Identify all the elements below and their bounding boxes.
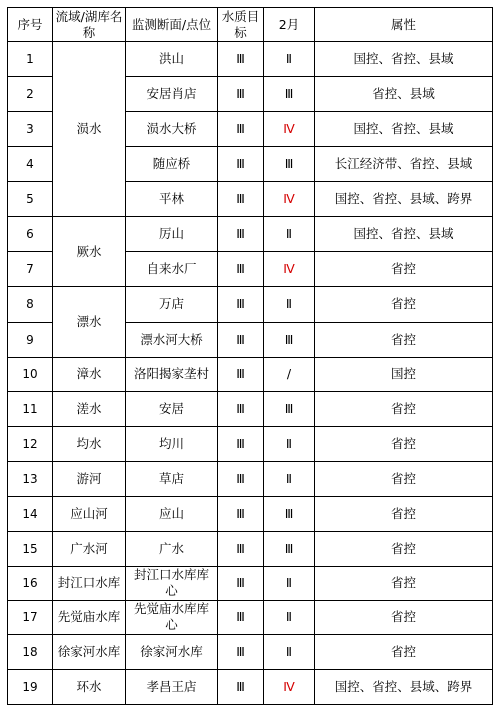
table-row: [8, 669, 493, 704]
basin-cell: 徐家河水库: [53, 634, 126, 669]
basin-cell: 均水: [53, 426, 126, 461]
table-row: [8, 496, 493, 531]
table-row: [8, 426, 493, 461]
attr-cell: 国控、省控、县域、跨界: [315, 182, 493, 217]
target-cell: Ⅲ: [218, 252, 264, 287]
attr-cell: 省控: [315, 566, 493, 600]
feb-cell: Ⅲ: [264, 496, 315, 531]
basin-cell: 环水: [53, 669, 126, 704]
site-cell: 随应桥: [126, 147, 218, 182]
header-seq: 序号: [8, 8, 53, 42]
attr-cell: 国控、省控、县域: [315, 42, 493, 77]
seq-cell: 3: [8, 112, 53, 147]
basin-cell: 应山河: [53, 496, 126, 531]
feb-cell: Ⅲ: [264, 531, 315, 566]
site-cell: 徐家河水库: [126, 634, 218, 669]
seq-cell: 5: [8, 182, 53, 217]
feb-cell: Ⅱ: [264, 461, 315, 496]
feb-cell: Ⅳ: [264, 112, 315, 147]
table-row: [8, 634, 493, 669]
attr-cell: 省控、县域: [315, 77, 493, 112]
target-cell: Ⅲ: [218, 496, 264, 531]
basin-cell: 厥水: [53, 217, 126, 287]
site-cell: 应山: [126, 496, 218, 531]
target-cell: Ⅲ: [218, 147, 264, 182]
site-cell: 孝昌王店: [126, 669, 218, 704]
attr-cell: 省控: [315, 391, 493, 426]
table-row: [8, 217, 493, 252]
basin-cell: 封江口水库: [53, 566, 126, 600]
site-cell: 安居: [126, 391, 218, 426]
site-cell: 洛阳揭家垄村: [126, 357, 218, 391]
target-cell: Ⅲ: [218, 566, 264, 600]
site-cell: 草店: [126, 461, 218, 496]
target-cell: Ⅲ: [218, 42, 264, 77]
target-cell: Ⅲ: [218, 634, 264, 669]
table-row: [8, 391, 493, 426]
basin-cell: 溠水: [53, 391, 126, 426]
attr-cell: 省控: [315, 426, 493, 461]
basin-cell: 漂水: [53, 287, 126, 357]
feb-cell: Ⅳ: [264, 669, 315, 704]
attr-cell: 省控: [315, 252, 493, 287]
attr-cell: 省控: [315, 600, 493, 634]
seq-cell: 10: [8, 357, 53, 391]
feb-cell: /: [264, 357, 315, 391]
table-row: [8, 461, 493, 496]
seq-cell: 12: [8, 426, 53, 461]
feb-cell: Ⅲ: [264, 77, 315, 112]
attr-cell: 省控: [315, 531, 493, 566]
table-row: [8, 600, 493, 634]
header-basin: 流域/湖库名称: [53, 8, 126, 42]
water-quality-table: [7, 7, 493, 705]
site-cell: 均川: [126, 426, 218, 461]
seq-cell: 19: [8, 669, 53, 704]
seq-cell: 2: [8, 77, 53, 112]
target-cell: Ⅲ: [218, 600, 264, 634]
site-cell: 安居肖店: [126, 77, 218, 112]
feb-cell: Ⅲ: [264, 147, 315, 182]
attr-cell: 省控: [315, 634, 493, 669]
seq-cell: 16: [8, 566, 53, 600]
feb-cell: Ⅱ: [264, 217, 315, 252]
feb-cell: Ⅱ: [264, 42, 315, 77]
site-cell: 厉山: [126, 217, 218, 252]
seq-cell: 9: [8, 322, 53, 357]
target-cell: Ⅲ: [218, 182, 264, 217]
basin-cell: 游河: [53, 461, 126, 496]
attr-cell: 省控: [315, 461, 493, 496]
site-cell: 广水: [126, 531, 218, 566]
basin-cell: 先觉庙水库: [53, 600, 126, 634]
feb-cell: Ⅳ: [264, 252, 315, 287]
feb-cell: Ⅲ: [264, 322, 315, 357]
attr-cell: 省控: [315, 322, 493, 357]
table-header-row: [8, 8, 493, 42]
table-row: [8, 566, 493, 600]
site-cell: 自来水厂: [126, 252, 218, 287]
seq-cell: 17: [8, 600, 53, 634]
seq-cell: 8: [8, 287, 53, 322]
target-cell: Ⅲ: [218, 531, 264, 566]
target-cell: Ⅲ: [218, 77, 264, 112]
feb-cell: Ⅳ: [264, 182, 315, 217]
seq-cell: 14: [8, 496, 53, 531]
site-cell: 封江口水库库心: [126, 566, 218, 600]
seq-cell: 13: [8, 461, 53, 496]
seq-cell: 15: [8, 531, 53, 566]
header-attr: 属性: [315, 8, 493, 42]
feb-cell: Ⅱ: [264, 287, 315, 322]
target-cell: Ⅲ: [218, 357, 264, 391]
target-cell: Ⅲ: [218, 426, 264, 461]
target-cell: Ⅲ: [218, 322, 264, 357]
attr-cell: 国控、省控、县域: [315, 112, 493, 147]
attr-cell: 省控: [315, 496, 493, 531]
site-cell: 涢水大桥: [126, 112, 218, 147]
feb-cell: Ⅱ: [264, 566, 315, 600]
attr-cell: 国控、省控、县域、跨界: [315, 669, 493, 704]
attr-cell: 国控: [315, 357, 493, 391]
attr-cell: 国控、省控、县域: [315, 217, 493, 252]
target-cell: Ⅲ: [218, 461, 264, 496]
site-cell: 先觉庙水库库心: [126, 600, 218, 634]
table-row: [8, 42, 493, 77]
attr-cell: 长江经济带、省控、县域: [315, 147, 493, 182]
target-cell: Ⅲ: [218, 669, 264, 704]
seq-cell: 18: [8, 634, 53, 669]
seq-cell: 1: [8, 42, 53, 77]
site-cell: 万店: [126, 287, 218, 322]
feb-cell: Ⅱ: [264, 634, 315, 669]
feb-cell: Ⅱ: [264, 600, 315, 634]
site-cell: 漂水河大桥: [126, 322, 218, 357]
target-cell: Ⅲ: [218, 391, 264, 426]
header-site: 监测断面/点位: [126, 8, 218, 42]
seq-cell: 7: [8, 252, 53, 287]
seq-cell: 6: [8, 217, 53, 252]
seq-cell: 11: [8, 391, 53, 426]
basin-cell: 漳水: [53, 357, 126, 391]
header-target: 水质目标: [218, 8, 264, 42]
header-feb: 2月: [264, 8, 315, 42]
site-cell: 洪山: [126, 42, 218, 77]
site-cell: 平林: [126, 182, 218, 217]
attr-cell: 省控: [315, 287, 493, 322]
table-row: [8, 531, 493, 566]
basin-cell: 涢水: [53, 42, 126, 217]
target-cell: Ⅲ: [218, 287, 264, 322]
table-row: [8, 287, 493, 322]
seq-cell: 4: [8, 147, 53, 182]
table-row: [8, 357, 493, 391]
target-cell: Ⅲ: [218, 112, 264, 147]
feb-cell: Ⅲ: [264, 391, 315, 426]
feb-cell: Ⅱ: [264, 426, 315, 461]
target-cell: Ⅲ: [218, 217, 264, 252]
basin-cell: 广水河: [53, 531, 126, 566]
